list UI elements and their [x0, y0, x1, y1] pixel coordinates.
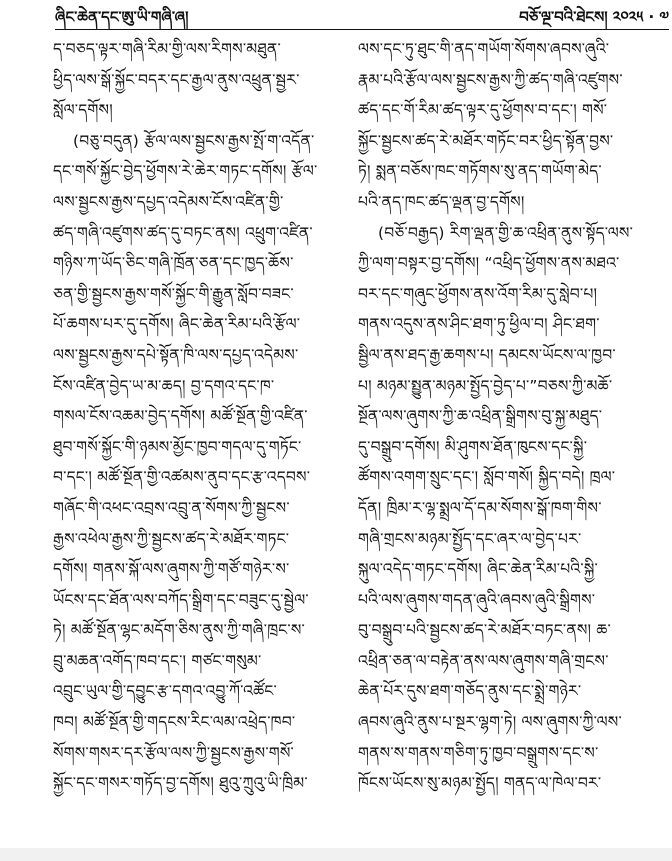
text-line: ཁོངས་ཡོངས་སུ་མཉམ་སྤྱོད། གནད་ལ་ཁེལ་བར་: [358, 774, 602, 793]
text-line: ཚོགས་འགག་སྲུང་དང་། སློབ་གསོ། སྐྱིད་བདེ། ཁྲལ་: [358, 468, 616, 487]
text-line: སྐྱོང་དང་གསར་གཏོད་བྱ་དགོས། ཐུའུ་ཀྲུའུ་ཡི་ཁྲིམ་: [53, 774, 308, 793]
text-line: སྦྱིལ་ནས་ཐད་རྒྱ་ཆགས་པ། དམངས་ཡོངས་ལ་ཁྱབ་: [358, 345, 616, 364]
text-line: གཞོང་གི་འཕང་འབྲས་འབྲུ་ན་སོགས་ཀྱི་སྦྱངས་: [53, 498, 290, 517]
text-line: གཞི་གྲངས་མཉམ་སྤྱོད་དང་ཞར་ལ་བྱེད་པར་: [358, 529, 582, 548]
text-line: གསལ་ངོས་འཆམ་བྱེད་དགོས། མཚོ་སྔོན་གྱི་འཛིན་: [53, 407, 308, 426]
text-line: ཡོངས་དང་ཐོན་ལས་བཀོད་སྒྲིག་དང་བཟུང་དུ་སྦྱེལ་: [53, 590, 309, 609]
header-divider: [55, 29, 669, 30]
right-text-column: [358, 34, 640, 799]
text-line: ཞབས་ཞུའི་ནུས་པ་སྔར་ལྷག་ཏེ། ལས་ཞུགས་ཀྱི་ལས་: [358, 713, 622, 732]
text-line: ཚད་གཞི་འཛུགས་ཚད་དུ་བཏང་ནས། འཕྲུག་འཛིན་: [53, 223, 313, 242]
text-line: དུ་བསྒྲུབ་དགོས། མི་ཤུགས་ཐོན་ཁུངས་དང་སྐྱི་: [358, 437, 588, 456]
text-line: ཀྱི་ལག་བསྟར་བྱ་དགོས། “འཕྲིད་ཕྱོགས་ནས་མཐའ་: [358, 254, 620, 273]
text-line: ཁབ། མཚོ་སྔོན་གྱི་གདངས་རིང་ལམ་འཕྲེད་ཁབ་: [53, 713, 296, 732]
text-line: པ། མཉམ་སྤྱུན་མཉམ་སྤྱོད་བྱེད་པ་”བཅས་ཀྱི་མཆོ་: [358, 376, 613, 395]
journal-name: ཞིང་ཆེན་དང་ཨུ་ཡི་གཞི་ཞ།: [55, 8, 189, 26]
text-line: པོ་ཆགས་པར་དུ་དགོས། ཞིང་ཆེན་རིམ་པའི་རྩོལ་: [53, 315, 301, 334]
bottom-scrollbar-band: [0, 848, 672, 861]
text-line: སློལ་དགོས།: [53, 101, 113, 120]
text-line: ཚད་དང་གོ་རིམ་ཚད་ལྟར་དུ་ཕྱོགས་བ་དང་། གསོ་: [358, 101, 608, 120]
text-line: སྔོན་ལས་ཞུགས་ཀྱི་ཆ་འཕྲིན་སྒྲིགས་བུ་སྐྱ་མཐུད་: [358, 407, 603, 426]
left-text-column: [53, 34, 335, 799]
text-line: གཉིས་ཀ་ཡོད་ཅིང་གཞི་ཁྲོན་ཅན་དང་ཁྱད་ཆོས་: [53, 254, 294, 273]
text-line: ཐུབ་གསོ་སྐྱོང་གི་ཉམས་མྱོང་ཁྱབ་གདལ་དུ་གཏོང་: [53, 437, 302, 456]
text-line: ངོས་འཛིན་བྱེད་ཡ་མ་ཆད། བྱ་དགའ་དང་ཁ་: [53, 376, 275, 395]
text-line: པའི་ལས་ཞུགས་གདན་ཞུའི་ཞབས་ཞུའི་སྒྲིགས་: [358, 590, 596, 609]
text-line: བུ་བསྒྲུབ་པའི་སྦྱངས་ཚད་རེ་མཐོར་བཏང་ནས། ཆ་: [358, 621, 611, 640]
section-17-heading-line: (བཅུ་བདུན) རྩོལ་ལས་སྦྱངས་རྒྱས་སྤོ་ག་འདོན་: [73, 131, 315, 150]
text-line: ལས་དང་ཏུ་ཐུང་གི་ནད་གཡོག་སོགས་ཞབས་ཞུའི་: [358, 40, 610, 58]
text-line: ཆེན་པོར་དུས་ཐག་གཅོད་ནུས་དང་སྨྲེ་གཉེར་: [358, 682, 582, 701]
text-line: ཏེ། མཚོ་སྔོན་ལྷང་མདོག་ཅིས་ནུས་ཀྱི་གཞི་ཁྲང་ས་: [53, 621, 305, 640]
text-line: སོགས་གསར་དར་རྩོལ་ལས་ཀྱི་སྦྱངས་རྒྱས་གསོ་: [53, 743, 294, 762]
text-line: དང་གསོ་སྐྱོང་བྱེད་ཕྱོགས་རེ་ཆེར་གཏང་དགོས། རྩོལ་: [53, 162, 318, 181]
text-line: བྲུ་མཆན་འགོད་ཁབ་དང་། གཙང་གསུམ་: [53, 651, 262, 670]
text-line: བར་དང་གཞུང་ཕྱོགས་ནས་འོག་རིམ་དུ་སླེབ་པ།: [358, 284, 598, 303]
text-line: པའི་ནད་ཁང་ཚད་ལྡན་བྱ་དགོས།: [358, 192, 525, 211]
text-line: འཕྲིན་ཅན་ལ་བརྟེན་ནས་ལས་ཞུགས་གཞི་གྲངས་: [358, 651, 609, 670]
text-line: དགོས། གནས་སྐོ་ལས་ཞུགས་ཀྱི་གཙོ་གཉེར་ས་: [53, 560, 290, 579]
issue-info: བཅོ་ལྔ་བའི་ཐེངས། ༢༠༢༥ · ༧: [519, 8, 669, 26]
text-line: ལས་སྦྱངས་རྒྱས་དཔྱད་འདེམས་ངོས་འཛིན་གྱི་: [53, 192, 284, 211]
text-line: འབྲུང་ཡུལ་གྱི་དབྱུང་རྩ་དགའ་འབྱུ་ཀོ་འཚོང་: [53, 682, 277, 701]
text-line: ལས་སྦྱངས་རྒྱས་དཔེ་སྟོན་ཁི་ལས་དཔྱད་འདེམས་: [53, 345, 299, 364]
text-line: ཕྱིད་ལས་སྒོ་སྐྱོང་བདར་དང་རྒྱལ་ནུས་འཕྲུན་སྦྱར་: [53, 70, 300, 89]
page-header: [55, 2, 669, 28]
text-line: རྣམ་པའི་རྩོལ་ལས་སྦྱངས་རྒྱས་ཀྱི་ཚད་གཞི་འཛུགས་: [358, 70, 623, 89]
text-line: ཏེ། སྨན་བཅོས་ཁང་གཏོགས་སུ་ནད་གཡོག་མེད་: [358, 162, 602, 181]
text-line: གནས་ས་གནས་གཅིག་ཏུ་ཁྱབ་བསྒྲུགས་དང་ས་: [358, 743, 599, 762]
text-line: སྐྱོང་སྦྱངས་ཚད་རེ་མཐོར་གཏོང་བར་ཕྱིད་སྟོན་བྱས་: [358, 131, 614, 150]
text-line: གནས་འདུས་ནས་ཤིང་ཐག་ཏུ་ཕྱིལ་བ། ཤིང་ཐག་: [358, 315, 600, 334]
text-line: ཅན་གྱི་སྦྱངས་རྒྱས་གསོ་སྐྱོང་གི་རྒྱུན་སློབ་བཟང་: [53, 284, 294, 303]
section-18-heading-line: (བཅོ་བརྒྱད) རིག་ལྡན་གྱི་ཆ་འཕྲིན་ནུས་སྟོད་ལས་: [378, 223, 634, 242]
text-line: བ་དང་། མཚོ་སྔོན་གྱི་འཚམས་ནུབ་དང་རྩ་འདབས་: [53, 468, 311, 487]
text-line: དོན། ཁྲིམ་ར་ལྷ་སྨྲལ་དོ་དམ་སོགས་སྒོ་ཁག་གིས་: [358, 498, 602, 517]
text-line: ད་བཅད་ལྟར་གཞི་རིམ་གྱི་ལས་རིགས་མཐུན་: [53, 40, 281, 58]
text-line: རྒྱས་འཕེལ་རྒྱས་ཀྱི་སྦྱངས་ཚད་རེ་མཐོར་གཏང་: [53, 529, 290, 548]
text-line: སྐུལ་འདེད་གཏང་དགོས། ཞིང་ཆེན་རིམ་པའི་སྐྱི་: [358, 560, 598, 579]
